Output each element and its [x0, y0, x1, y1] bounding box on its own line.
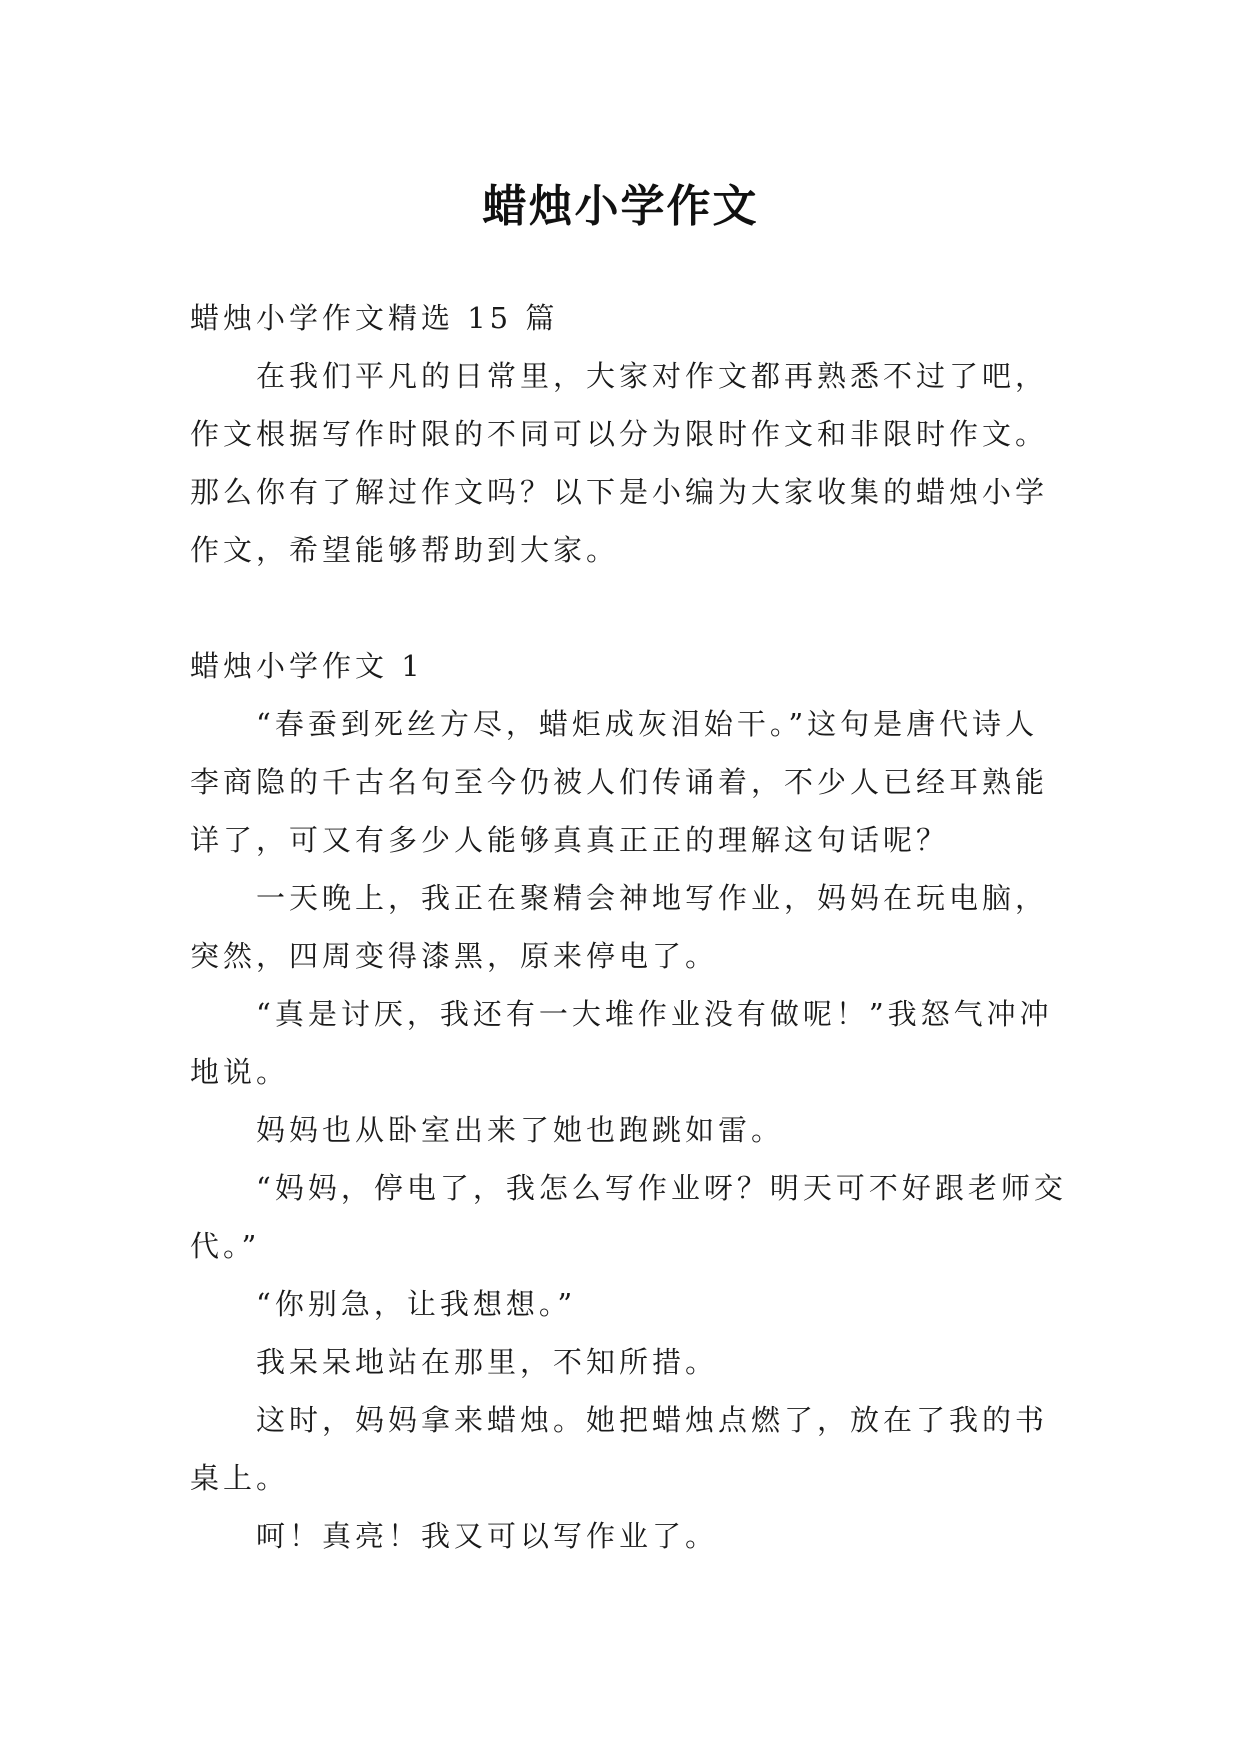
- body-paragraph: “你别急，让我想想。”: [256, 1287, 577, 1321]
- body-paragraph: 妈妈也从卧室出来了她也跑跳如雷。: [256, 1113, 785, 1147]
- body-paragraph: “妈妈，停电了，我怎么写作业呀？明天可不好跟老师交代。”: [190, 1171, 1067, 1263]
- body-paragraph: 我呆呆地站在那里，不知所措。: [256, 1345, 719, 1379]
- body-paragraph: 呵！真亮！我又可以写作业了。: [256, 1519, 719, 1553]
- body-paragraph: “真是讨厌，我还有一大堆作业没有做呢！”我怒气冲冲地说。: [190, 997, 1053, 1089]
- body-paragraph: 这时，妈妈拿来蜡烛。她把蜡烛点燃了，放在了我的书桌上。: [190, 1403, 1049, 1495]
- section-heading: 蜡烛小学作文 1: [190, 649, 424, 683]
- body-paragraph: 一天晚上，我正在聚精会神地写作业，妈妈在玩电脑，突然，四周变得漆黑，原来停电了。: [190, 881, 1049, 973]
- intro-paragraph: 在我们平凡的日常里，大家对作文都再熟悉不过了吧，作文根据写作时限的不同可以分为限时作文和非限时作文。那么你有了解过作文吗？以下是小编为大家收集的蜡烛小学作文，希望能够帮助到大家。: [190, 359, 1049, 567]
- document-subtitle: 蜡烛小学作文精选 15 篇: [190, 301, 559, 335]
- body-paragraph: “春蚕到死丝方尽，蜡炬成灰泪始干。”这句是唐代诗人李商隐的千古名句至今仍被人们传诵着，不少人已经耳熟能详了，可又有多少人能够真真正正的理解这句话呢？: [190, 707, 1049, 857]
- document-body: [190, 289, 1070, 1565]
- section-spacer: [190, 579, 1070, 637]
- page-title: 蜡烛小学作文: [482, 181, 759, 233]
